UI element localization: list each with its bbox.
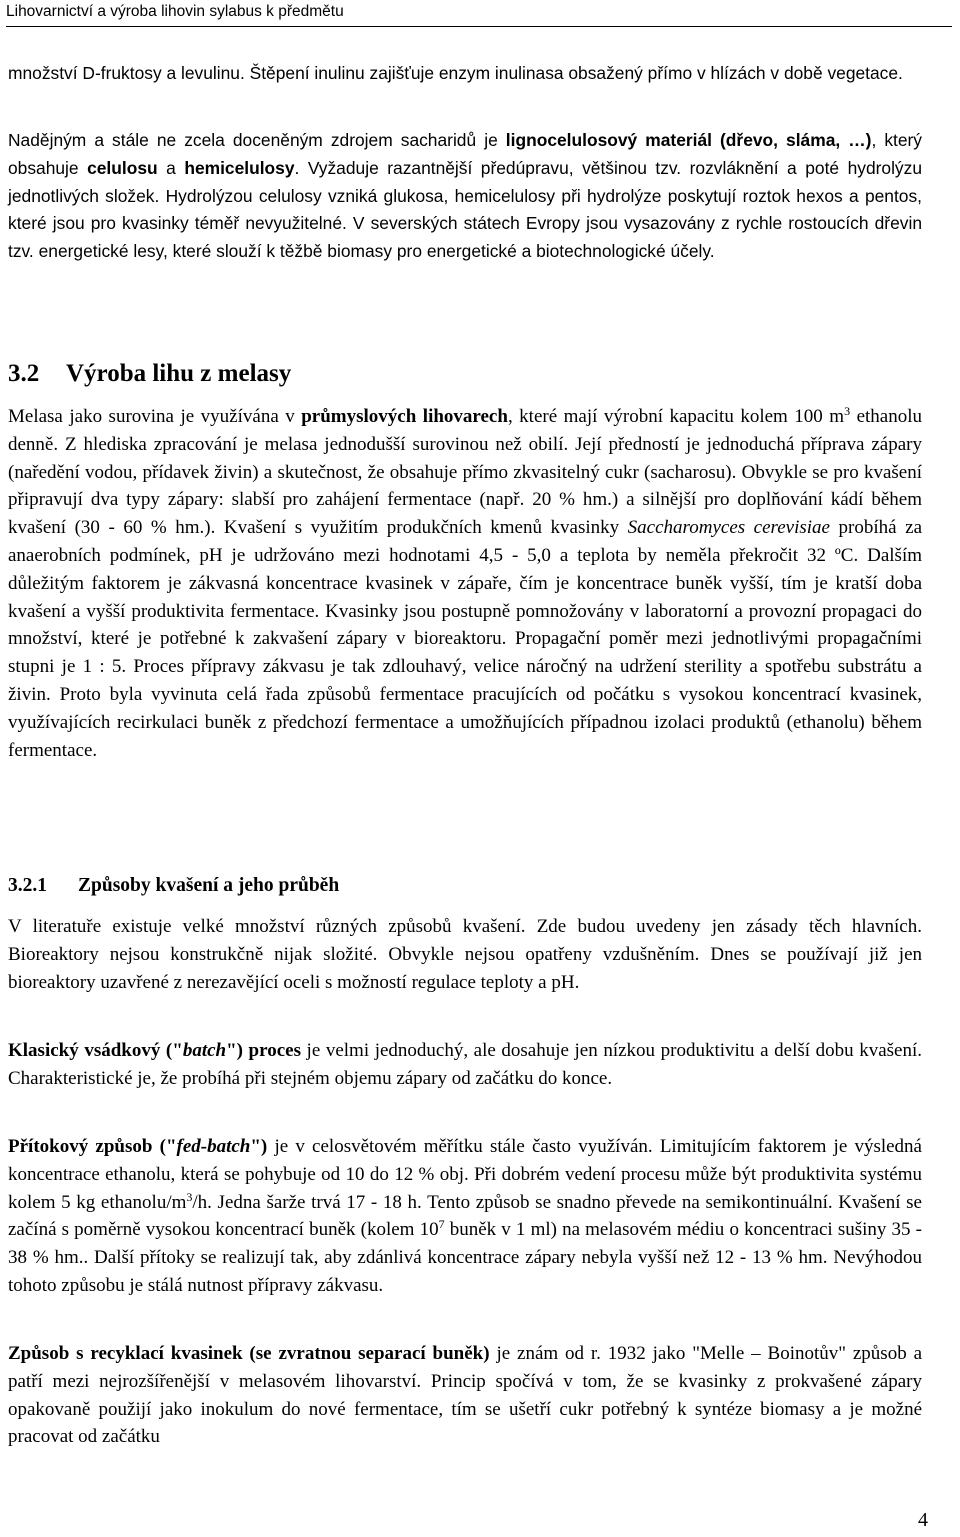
italic-term-batch: batch [182,1040,227,1061]
paragraph-text: je velmi jednoduchý, ale dosahuje jen nízkou produktivitu a delší dobu kvašení. Charakteristické je, že probíhá při stejném objemu zápary od začátku do konce. [8,1040,922,1089]
paragraph-text: je v celosvětovém měřítku stále často využíván. Limitujícím faktorem je výsledná koncentrace ethanolu, která se pohybuje od 10 do 12 % obj. Při dobrém vedení procesu může být produktivita systému kolem 5 kg ethanolu/m [8,1136,922,1213]
paragraph-text: , který obsahuje [8,130,923,178]
paragraph-text: probíhá za anaerobních podmínek, pH je udržováno mezi hodnotami 4,5 - 5,0 a teplota by neměla překročit 32 ºC. Dalším důležitým faktorem je zákvasná koncentrace kvasinek v zápaře, čím je koncentrace buněk vyšší, tím je kratší doba kvašení a vyšší produktivita fermentace. Kvasinky jsou postupně pomnožovány v laboratorní a provozní propagaci do množství, které je potřebné k zakvašení zápary v bioreaktoru. Propagační poměr mezi jednotlivými propagačními stupni je 1 : 5. Proces přípravy zákvasu je tak zdlouhavý, velice náročný na udržení sterility a spotřebu substrátu a živin. Proto byla vyvinuta celá řada způsobů fermentace pracujících od počátku s vysokou koncentrací kvasinek, využívajících recirkulaci buněk z předchozí fermentace a umožňujících případnou izolaci produktů (ethanolu) během fermentace. [8,517,922,761]
italic-term-fed-batch: fed-batch [176,1136,251,1157]
header-rule [6,26,952,27]
page-number: 4 [918,1509,928,1531]
paragraph-yeast-recycling [8,1340,922,1451]
section-heading [8,358,291,390]
paragraph-text: Melasa jako surovina je využívána v [8,406,302,427]
paragraph-batch [8,1037,922,1093]
subsection-number: 3.2.1 [8,875,47,896]
paragraph-text: je znám od r. 1932 jako "Melle – Boinotův" způsob a patří mezi nejrozšířenější v melasovém lihovarství. Princip spočívá v tom, že se kvasinky z prokvašené zápary opakovaně použijí jako inokulum do nové fermentace, tím se ušetří cukr potřebný k syntéze biomasy a je možné pracovat od začátku [8,1343,922,1448]
subsection-heading [8,872,339,900]
paragraph-text: a [157,157,185,178]
paragraph-text: . Vyžaduje razantnější předúpravu, většinou tzv. rozvláknění a poté hydrolýzu jednotlivých složek. Hydrolýzou celulosy vzniká glukosa, hemicelulosy při hydrolýze poskytují roztok hexos a pentos, které jsou pro kvasinky téměř nevyužitelné. V severských státech Evropy jsou vysazovány z rychle rostoucích dřevin tzv. energetické lesy, které slouží k těžbě biomasy pro energetické a biotechnologické účely. [8,157,922,262]
italic-species-name: Saccharomyces cerevisiae [627,517,830,539]
superscript: 3 [186,1189,193,1204]
paragraph-text: /h. Jedna šarže trvá 17 - 18 h. Tento způsob se snadno převede na semikontinuální. Kvašení se začíná s poměrně vysokou koncentrací buněk (kolem 10 [8,1191,922,1241]
bold-term-industrial-distilleries: průmyslových lihovarech [301,406,508,427]
bold-term-fed-batch: Přítokový způsob ("fed-batch") [8,1136,268,1157]
paragraph-text: buněk v 1 ml) na melasovém médiu o koncentraci sušiny 35 - 38 % hm.. Další přítoky se realizují tak, aby zdánlivá koncentrace zápary nebyla vyšší než 12 - 13 % hm. Nevýhodou tohoto způsobu je stálá nutnost přípravy zákvasu. [8,1219,922,1296]
bold-term-hemicellulose: hemicelulosy [184,157,295,178]
section-title: Výroba lihu z melasy [66,360,292,387]
bold-term-lignocellulose: lignocelulosový materiál (dřevo, sláma, …) [505,130,872,150]
bold-term-cellulose: celulosu [87,157,158,178]
running-header: Lihovarnictví a výroba lihovin sylabus k předmětu [6,3,344,20]
paragraph-text: , které mají výrobní kapacitu kolem 100 m [507,406,845,427]
bold-term-batch: Klasický vsádkový ("batch") proces [8,1040,301,1061]
paragraph-fed-batch [8,1133,922,1300]
paragraph-text: množství D-fruktosy a levulinu. Štěpení inulinu zajišťuje enzym inulinasa obsažený přímo v hlízách v době vegetace. [8,63,903,83]
paragraph-molasses [8,403,922,764]
paragraph-inulin [8,60,922,88]
paragraph-lignocellulose [8,127,922,266]
paragraph-text: ethanolu denně. Z hlediska zpracování je melasa jednodušší surovinou než obilí. Její předností je jednoduchá příprava zápary (naředění vodou, přídavek živin) a skutečnost, že obsahuje přímo zkvasitelný cukr (sacharosu). Obvykle se pro kvašení připravují dva typy zápary: slabší pro zahájení fermentace (např. 20 % hm.) a silnější pro doplňování kádí během kvašení (30 - 60 % hm.). Kvašení s využitím produkčních kmenů kvasinky [8,406,922,539]
paragraph-text: V literatuře existuje velké množství různých způsobů kvašení. Zde budou uvedeny jen zásady těch hlavních. Bioreaktory nejsou konstrukčně nijak složité. Obvykle nejsou opatřeny vzdušněním. Dnes se používají již jen bioreaktory uzavřené z nerezavějící oceli s možností regulace teploty a pH. [8,916,922,993]
superscript: 7 [438,1217,445,1232]
paragraph-text: Nadějným a stále ne zcela doceněným zdrojem sacharidů je [8,130,506,150]
bold-term-yeast-recycling: Způsob s recyklací kvasinek (se zvratnou separací buněk) [8,1343,490,1364]
superscript: 3 [844,404,851,418]
subsection-title: Způsoby kvašení a jeho průběh [78,875,340,896]
paragraph-fermentation-methods [8,913,922,996]
section-number: 3.2 [8,360,40,387]
